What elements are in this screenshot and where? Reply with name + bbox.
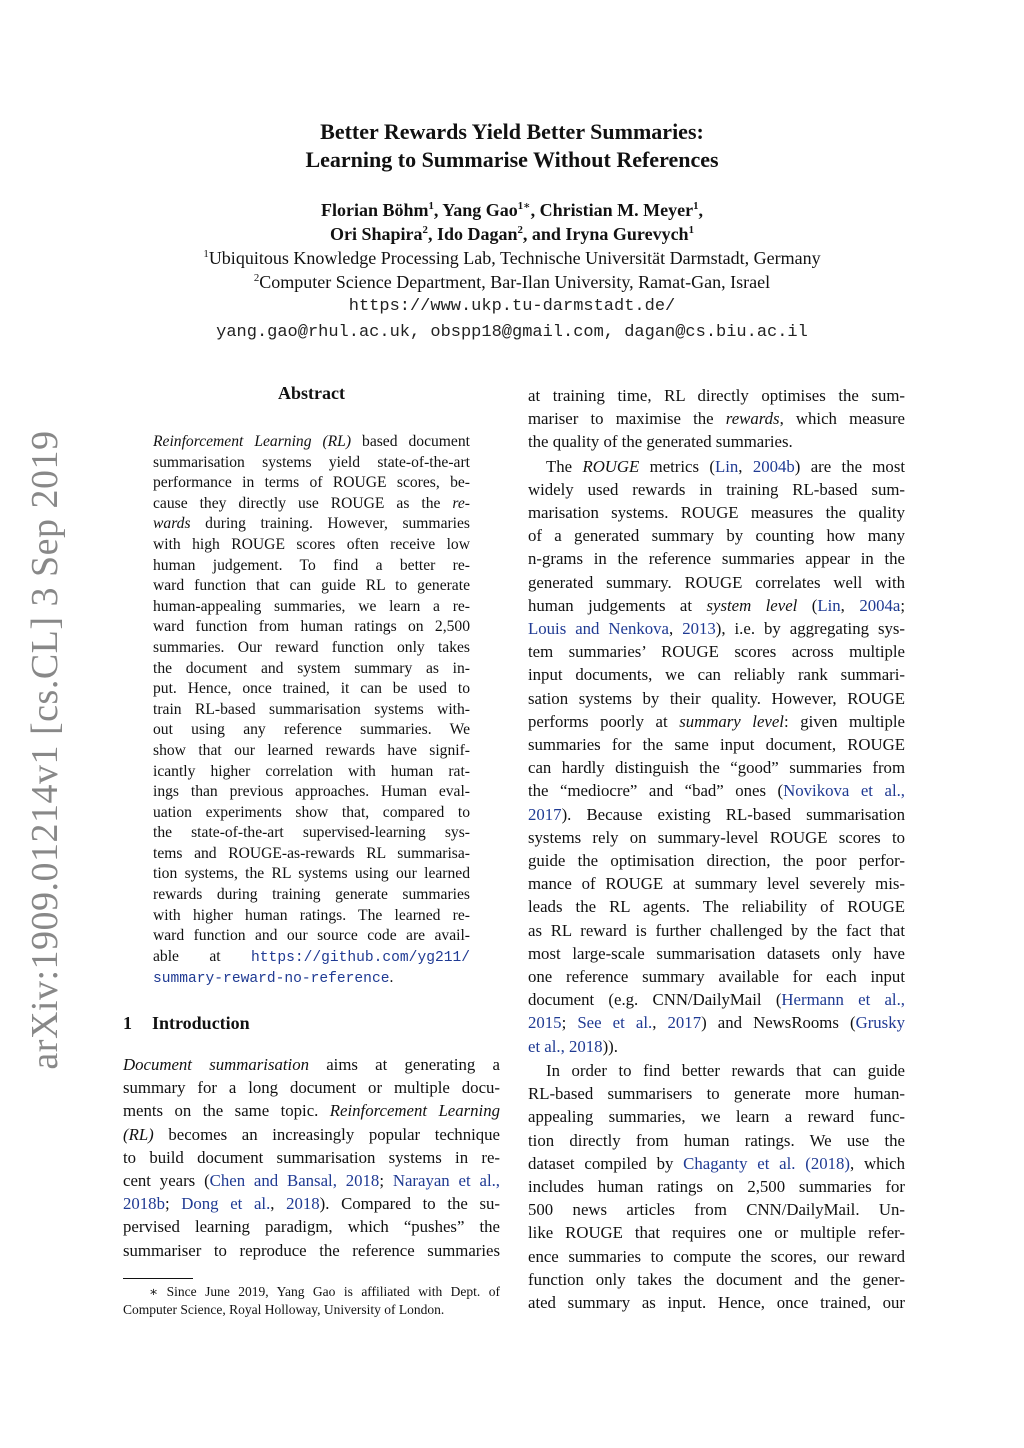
right-column	[528, 384, 905, 1314]
body-text: document (e.g. CNN/DailyMail (	[528, 990, 782, 1010]
citation-link[interactable]: See et al.	[577, 1013, 653, 1033]
body-line	[528, 803, 905, 826]
abstract-line: ings than previous approaches. Human eval-	[153, 783, 470, 801]
body-text: performs poorly at	[528, 711, 680, 731]
body-line: guide the optimisation direction, the poor perfor-	[528, 851, 905, 871]
abstract-line: human-appealing summaries, we learn a re-	[153, 597, 470, 615]
affil-mark: 1	[428, 200, 434, 212]
author-name: Florian Böhm	[320, 200, 429, 220]
citation-link[interactable]: Louis and Nenkova	[528, 619, 669, 639]
body-line	[528, 594, 905, 617]
citation-link[interactable]: Grusky	[855, 1013, 905, 1033]
abstract-line: the state-of-the-art supervised-learning sys-	[153, 824, 470, 842]
body-line	[123, 1099, 500, 1122]
citation-link[interactable]: Hermann et al.,	[781, 990, 905, 1010]
body-text: ;	[561, 1013, 578, 1033]
body-line: sation systems by their quality. However, ROUGE	[528, 688, 905, 708]
abstract-line: the document and system summary as in-	[153, 659, 470, 677]
citation-link[interactable]: 2004b	[752, 456, 795, 476]
citation-link[interactable]: (2018)	[805, 1153, 851, 1173]
abstract-line	[153, 494, 470, 515]
section-number: 1	[123, 1013, 132, 1033]
abstract-italic: re-	[452, 494, 470, 512]
abstract-heading: Abstract	[278, 383, 345, 403]
body-text: The	[546, 456, 583, 476]
author-emails: yang.gao@rhul.ac.uk, obspp18@gmail.com, dagan@cs.biu.ac.il	[216, 323, 808, 342]
abstract-line	[153, 968, 470, 990]
citation-link[interactable]: 2018	[286, 1194, 320, 1214]
abstract-line: icantly higher correlation with human rat-	[153, 762, 470, 780]
body-line: pervised learning paradigm, which “pushes” the	[123, 1217, 500, 1237]
body-text: (	[797, 595, 818, 615]
body-line	[528, 1152, 905, 1175]
body-text: ;	[164, 1194, 182, 1214]
citation-link[interactable]: Chen and Bansal, 2018	[209, 1171, 380, 1191]
abstract-line: ward function from human ratings on 2,500	[153, 618, 470, 636]
body-line: 500 news articles from CNN/DailyMail. Un-	[528, 1200, 905, 1220]
abstract-line: out using any reference summaries. We	[153, 721, 470, 739]
body-text: ,	[270, 1194, 287, 1214]
abstract-text: able at	[153, 947, 221, 965]
abstract-line: tion systems, the RL systems using our learned	[153, 865, 470, 883]
citation-link[interactable]: Dong et al.	[181, 1194, 271, 1214]
body-line	[123, 1123, 500, 1146]
lab-url[interactable]: https://www.ukp.tu-darmstadt.de/	[348, 297, 676, 316]
italic-text: Document summarisation	[123, 1055, 309, 1074]
body-line: leads the RL agents. The reliability of ROUGE	[528, 897, 905, 917]
body-text: : given multiple	[783, 711, 905, 731]
body-line	[123, 1192, 500, 1215]
citation-link[interactable]: 2018b	[123, 1194, 165, 1214]
citation-link[interactable]: Narayan et al.,	[392, 1171, 501, 1191]
citation-link[interactable]: Lin	[817, 595, 841, 615]
author-list	[0, 198, 1024, 246]
body-line: at training time, RL directly optimises the sum-	[528, 386, 905, 405]
affiliation-2	[0, 270, 1024, 294]
abstract-text: .	[389, 969, 394, 987]
body-line: tem summaries’ ROUGE scores across multiple	[528, 642, 905, 662]
author-name: and Iryna Gurevych	[531, 224, 689, 244]
body-line: summary for a long document or multiple docu-	[123, 1078, 500, 1098]
body-line	[528, 1011, 905, 1034]
citation-link[interactable]: Lin	[714, 456, 739, 476]
author-name: Christian M. Meyer	[539, 200, 694, 220]
footnote-line	[123, 1283, 500, 1301]
body-text: )).	[602, 1036, 618, 1056]
abstract-line: uation experiments show that, compared to	[153, 803, 470, 821]
body-line	[123, 1053, 500, 1076]
body-text: the “mediocre” and “bad” ones (	[528, 781, 784, 801]
citation-link[interactable]: Chaganty et al.	[683, 1153, 796, 1173]
body-text	[795, 1154, 805, 1173]
italic-text: summary level	[679, 711, 784, 731]
authors-line-2: Ori Shapira$^2$, Ido Dagan$^2$, and Iryna Gurevych$^1$	[330, 224, 694, 244]
affiliation-text: Ubiquitous Knowledge Processing Lab, Technische Universität Darmstadt, Germany	[208, 248, 821, 268]
citation-link[interactable]: 2017	[667, 1013, 702, 1033]
affiliation-1	[0, 246, 1024, 270]
abstract-body	[153, 432, 470, 990]
affil-mark: 1	[688, 224, 694, 236]
abstract-line: with higher human ratings. The learned re-	[153, 906, 470, 924]
citation-link[interactable]: 2013	[682, 619, 716, 639]
arxiv-stamp: arXiv:1909.01214v1 [cs.CL] 3 Sep 2019	[24, 430, 66, 1070]
body-line: like ROUGE that requires one or multiple refer-	[528, 1223, 905, 1243]
section-heading	[123, 1013, 250, 1034]
body-line	[123, 1169, 500, 1192]
title-line-2: Learning to Summarise Without References	[305, 147, 719, 172]
body-line: marisation systems. ROUGE measures the quality	[528, 503, 905, 523]
affil-mark: 1∗	[517, 200, 531, 212]
body-text: ). Compared to the su-	[319, 1194, 500, 1214]
body-text: ,	[840, 595, 860, 615]
footnote	[123, 1283, 500, 1319]
italic-text: rewards	[725, 409, 780, 429]
affil-mark: 2	[422, 224, 428, 236]
body-line: as RL reward is further challenged by the fact that	[528, 920, 905, 940]
body-text: ,	[738, 456, 753, 476]
italic-text: Reinforcement Learning	[329, 1101, 501, 1121]
body-line: of a generated summary by counting how many	[528, 526, 905, 546]
citation-link[interactable]: 2017	[528, 804, 562, 824]
footnote-line: Computer Science, Royal Holloway, University of London.	[123, 1302, 445, 1317]
body-text: dataset compiled by	[528, 1153, 684, 1173]
body-line: generated summary. ROUGE correlates well with	[528, 572, 905, 592]
body-line: summariser to reproduce the reference summaries	[123, 1240, 500, 1260]
abstract-text: during training. However, summaries	[205, 515, 471, 533]
body-text: ,	[669, 619, 683, 639]
body-text: ;	[379, 1171, 393, 1191]
abstract-line: performance in terms of ROUGE scores, be-	[153, 474, 470, 492]
italic-text: ROUGE	[582, 456, 640, 476]
abstract-line: put. Hence, once trained, it can be used to	[153, 680, 470, 698]
body-text: ). Because existing RL-based summarisation	[561, 804, 905, 824]
body-line: n-grams in the reference summaries appear in the	[528, 549, 905, 569]
abstract-line: show that our learned rewards have signif-	[153, 741, 470, 759]
abstract-line: tems and ROUGE-as-rewards RL summarisa-	[153, 844, 470, 862]
footnote-rule	[123, 1278, 193, 1279]
body-line: summaries for the same input document, ROUGE	[528, 735, 905, 755]
italic-text: system level	[706, 595, 798, 615]
body-line	[528, 710, 905, 733]
body-line: mance of ROUGE at summary level severely mis-	[528, 874, 905, 894]
abstract-line: human judgement. To find a better re-	[153, 556, 470, 574]
code-url-link[interactable]: summary-reward-no-reference	[153, 971, 390, 988]
body-line: can hardly distinguish the “good” summaries from	[528, 758, 905, 778]
body-text: ,	[652, 1013, 668, 1033]
footnote-mark: ∗	[149, 1284, 159, 1299]
affil-mark: 1	[693, 200, 699, 212]
body-line: most large-scale summarisation datasets only have	[528, 943, 905, 963]
citation-link[interactable]: 2015	[528, 1013, 562, 1033]
title-line-1: Better Rewards Yield Better Summaries:	[320, 119, 704, 144]
abstract-line: ward function and our source code are avail-	[153, 927, 470, 945]
code-url-link[interactable]: https://github.com/yg211/	[251, 949, 470, 966]
abstract-line	[153, 514, 470, 535]
body-text: aims at generating a	[308, 1055, 501, 1074]
authors-line-1: Florian Böhm$^1$, Yang Gao$^{1∗}$, Christian M. Meyer$^1$,	[320, 200, 703, 220]
body-text: human judgements at	[528, 595, 707, 615]
body-text: ments on the same topic.	[123, 1101, 330, 1121]
affil-mark: 2	[253, 272, 260, 284]
body-line: input documents, we can reliably rank summari-	[528, 665, 905, 685]
body-text: ;	[900, 595, 905, 615]
body-line: ated summary as input. Hence, once trained, our	[528, 1292, 905, 1312]
abstract-line: with high ROUGE scores often receive low	[153, 535, 470, 553]
author-name: Ori Shapira	[330, 224, 423, 244]
body-text: cent years (	[123, 1171, 210, 1191]
body-line	[528, 1035, 905, 1058]
body-line: one reference summary available for each input	[528, 967, 905, 987]
body-text: , which	[850, 1153, 906, 1173]
body-line	[528, 779, 905, 802]
body-line: tion directly from human ratings. We use the	[528, 1130, 905, 1150]
body-text: , which measure	[779, 409, 905, 429]
body-line: systems rely on summary-level ROUGE scores to	[528, 827, 905, 847]
abstract-italic: wards	[153, 515, 191, 533]
citation-link[interactable]: et al., 2018	[528, 1036, 603, 1056]
italic-text: (RL)	[123, 1124, 154, 1144]
abstract-line: rewards during training generate summaries	[153, 886, 470, 904]
body-text: ), i.e. by aggregating sys-	[715, 619, 905, 639]
author-name: Ido Dagan	[436, 224, 518, 244]
body-text: metrics (	[639, 456, 715, 476]
affiliations	[0, 246, 1024, 294]
paper-title	[0, 118, 1024, 174]
body-line: includes human ratings on 2,500 summaries for	[528, 1176, 905, 1196]
body-line: function only takes the document and the gener-	[528, 1269, 905, 1289]
body-text: ) are the most	[794, 456, 906, 476]
abstract-line: summarisation systems yield state-of-the-art	[153, 453, 470, 471]
body-line	[528, 617, 905, 640]
abstract-line: ward function that can guide RL to generate	[153, 577, 470, 595]
body-line	[528, 407, 905, 430]
body-text: becomes an increasingly popular technique	[153, 1124, 500, 1144]
body-line: In order to find better rewards that can guide	[546, 1060, 905, 1080]
body-line: ence summaries to compute the scores, our reward	[528, 1246, 905, 1266]
footnote-text: Since June 2019, Yang Gao is affiliated with Dept. of	[158, 1284, 500, 1299]
abstract-text: based document	[362, 433, 470, 450]
affil-mark: 1	[203, 248, 209, 260]
body-line: RL-based summarisers to generate more human-	[528, 1084, 905, 1104]
citation-link[interactable]: Novikova et al.,	[783, 781, 905, 801]
citation-link[interactable]: 2004a	[859, 595, 901, 615]
body-line: to build document summarisation systems in re-	[123, 1147, 500, 1167]
body-line	[528, 988, 905, 1011]
body-text: mariser to maximise the	[528, 409, 726, 429]
abstract-line: train RL-based summarisation systems with-	[153, 700, 470, 718]
body-line: appealing summaries, we learn a reward func-	[528, 1107, 905, 1127]
section-title: Introduction	[152, 1013, 250, 1033]
body-text: ) and NewsRooms (	[701, 1013, 856, 1033]
abstract-italic: Reinforcement Learning (RL)	[153, 433, 352, 450]
abstract-line	[153, 947, 470, 969]
body-line: widely used rewards in training RL-based sum-	[528, 479, 905, 499]
affil-mark: 2	[517, 224, 523, 236]
abstract-line	[153, 432, 470, 453]
intro-paragraph	[123, 1053, 500, 1262]
author-name: Yang Gao	[442, 200, 518, 220]
body-line	[528, 455, 905, 478]
abstract-line: summaries. Our reward function only takes	[153, 638, 470, 656]
affiliation-text: Computer Science Department, Bar-Ilan University, Ramat-Gan, Israel	[259, 272, 771, 292]
abstract-text: cause they directly use ROUGE as the	[153, 494, 441, 512]
body-line: the quality of the generated summaries.	[528, 432, 793, 452]
